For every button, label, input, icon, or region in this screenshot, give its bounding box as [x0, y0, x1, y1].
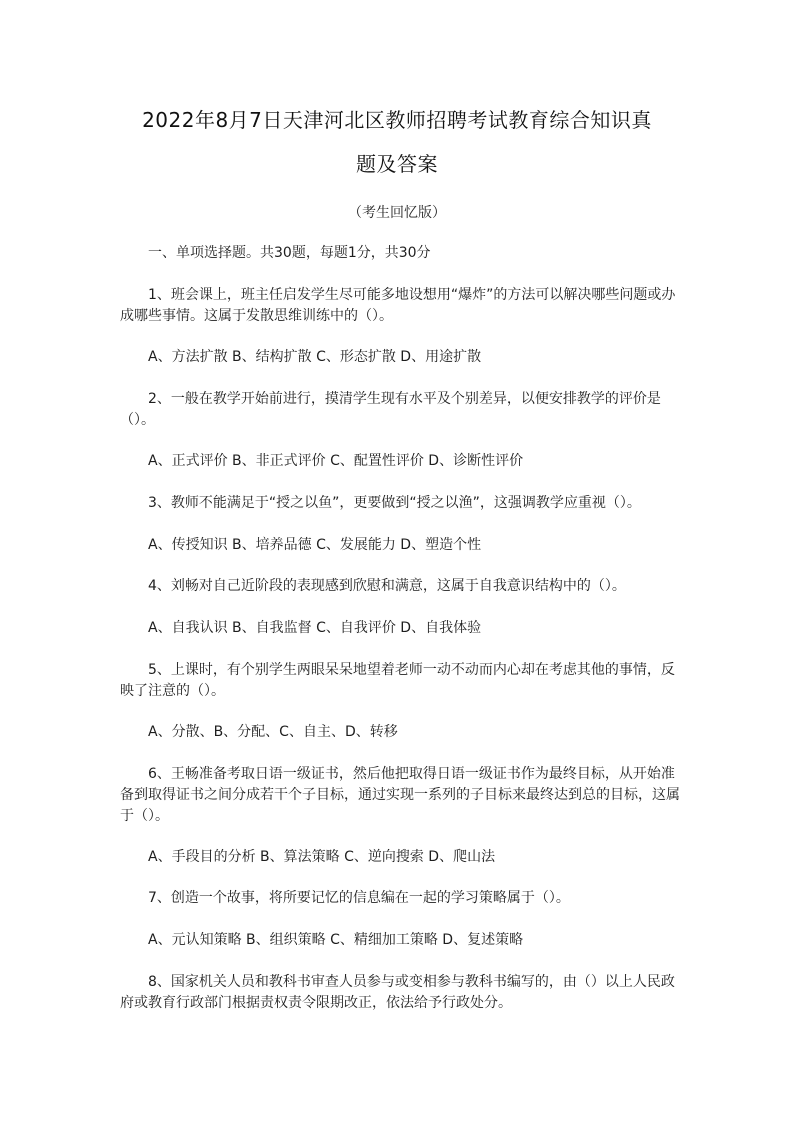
- document-title-line-2: 题及答案: [356, 152, 438, 176]
- section-heading: 一、单项选择题。共30题，每题1分，共30分: [148, 245, 431, 261]
- question-2-stem: 2、一般在教学开始前进行，摸清学生现有水平及个别差异，以便安排教学的评价是（）。: [120, 391, 661, 428]
- question-2-options: A、正式评价 B、非正式评价 C、配置性评价 D、诊断性评价: [148, 453, 524, 469]
- question-4-stem: 4、刘畅对自己近阶段的表现感到欣慰和满意，这属于自我意识结构中的（）。: [148, 578, 626, 594]
- document-title-line-1: 2022年8月7日天津河北区教师招聘考试教育综合知识真: [142, 108, 652, 132]
- document-subtitle: （考生回忆版）: [348, 205, 446, 221]
- question-1-options: A、方法扩散 B、结构扩散 C、形态扩散 D、用途扩散: [148, 349, 482, 365]
- question-5-options: A、分散、B、分配、C、自主、D、转移: [148, 724, 398, 740]
- question-4-options: A、自我认识 B、自我监督 C、自我评价 D、自我体验: [148, 620, 482, 636]
- question-7-options: A、元认知策略 B、组织策略 C、精细加工策略 D、复述策略: [148, 932, 524, 948]
- question-7-stem: 7、创造一个故事，将所要记忆的信息编在一起的学习策略属于（）。: [148, 890, 570, 906]
- question-6-options: A、手段目的分析 B、算法策略 C、逆向搜索 D、爬山法: [148, 849, 496, 865]
- question-1-stem: 1、班会课上，班主任启发学生尽可能多地设想用“爆炸”的方法可以解决哪些问题或办成哪些事情。这属于发散思维训练中的（）。: [120, 287, 676, 324]
- question-6-stem: 6、王畅准备考取日语一级证书，然后他把取得日语一级证书作为最终目标，从开始准备到取得证书之间分成若干个子目标，通过实现一系列的子目标来最终达到总的目标，这属于（）。: [120, 766, 680, 824]
- question-8-stem: 8、国家机关人员和教科书审查人员参与或变相参与教科书编写的，由（）以上人民政府或教育行政部门根据责权责令限期改正，依法给予行政处分。: [120, 974, 675, 1011]
- question-3-stem: 3、教师不能满足于“授之以鱼”，更要做到“授之以渔”，这强调教学应重视（）。: [148, 495, 641, 511]
- question-5-stem: 5、上课时，有个别学生两眼呆呆地望着老师一动不动而内心却在考虑其他的事情，反映了注意的（）。: [120, 662, 675, 699]
- question-3-options: A、传授知识 B、培养品德 C、发展能力 D、塑造个性: [148, 537, 482, 553]
